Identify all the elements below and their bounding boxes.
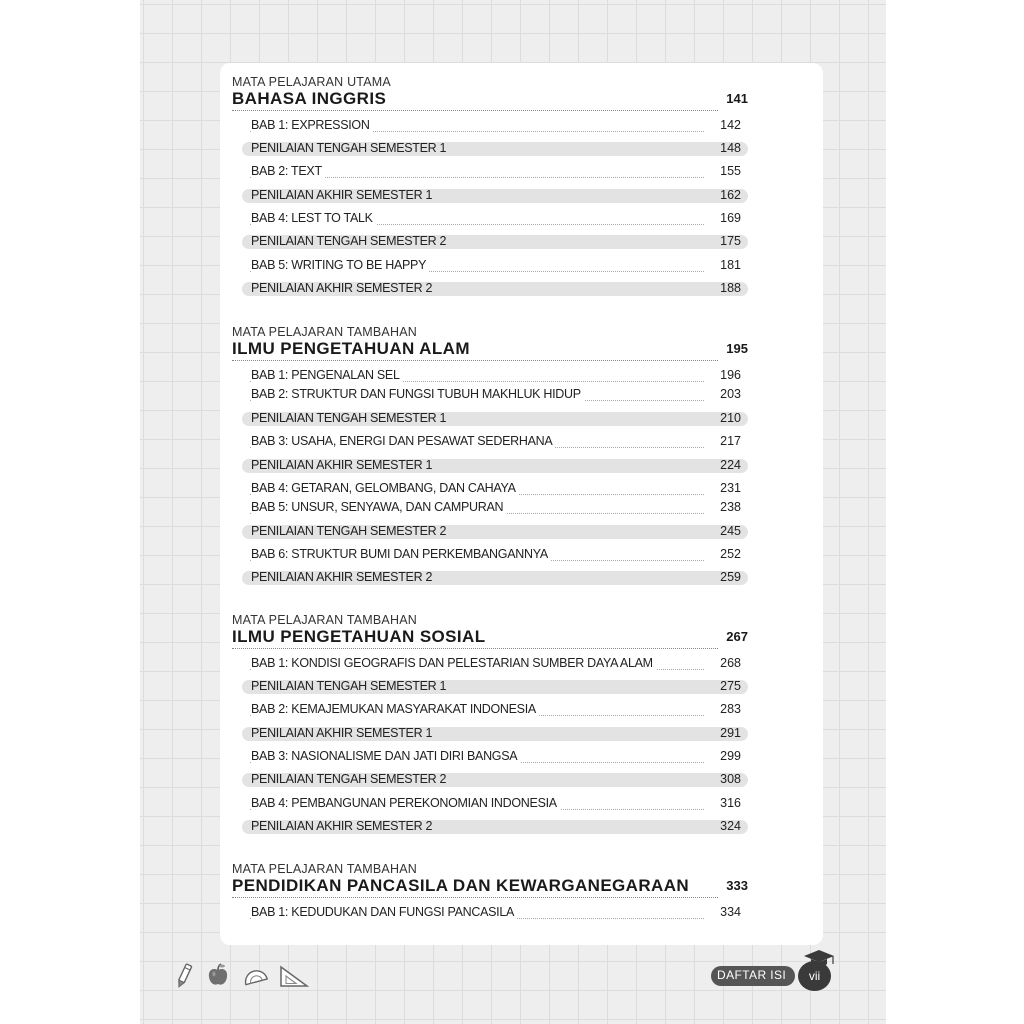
section-heading[interactable] xyxy=(232,876,748,902)
entry-label: BAB 5: UNSUR, SENYAWA, DAN CAMPURAN xyxy=(251,499,506,516)
section-title: ILMU PENGETAHUAN SOSIAL xyxy=(232,627,490,647)
table-of-contents xyxy=(220,63,823,945)
footer-label: DAFTAR ISI xyxy=(717,968,787,982)
entry-label: BAB 1: EXPRESSION xyxy=(251,117,373,134)
toc-entry[interactable] xyxy=(242,165,748,179)
toc-entry[interactable] xyxy=(242,459,748,473)
toc-entry[interactable] xyxy=(242,797,748,811)
toc-entry[interactable] xyxy=(242,482,748,496)
section-heading[interactable] xyxy=(232,627,748,653)
section-page-number: 267 xyxy=(726,629,748,644)
entry-page-number: 203 xyxy=(720,387,741,401)
entry-page-number: 334 xyxy=(720,905,741,919)
entry-page-number: 308 xyxy=(720,772,741,786)
entry-page-number: 252 xyxy=(720,547,741,561)
toc-entry[interactable] xyxy=(242,282,748,296)
entry-label: BAB 1: KONDISI GEOGRAFIS DAN PELESTARIAN SUMBER DAYA ALAM xyxy=(251,655,656,672)
section-title: BAHASA INGGRIS xyxy=(232,89,390,109)
dot-leader xyxy=(232,648,718,649)
toc-entry[interactable] xyxy=(242,571,748,585)
entry-page-number: 316 xyxy=(720,796,741,810)
entry-label: BAB 6: STRUKTUR BUMI DAN PERKEMBANGANNYA xyxy=(251,546,551,563)
entry-label: PENILAIAN TENGAH SEMESTER 2 xyxy=(251,524,447,538)
entry-label: BAB 3: NASIONALISME DAN JATI DIRI BANGSA xyxy=(251,748,520,765)
entry-label: BAB 1: KEDUDUKAN DAN FUNGSI PANCASILA xyxy=(251,904,517,921)
toc-entry[interactable] xyxy=(242,727,748,741)
set-square-icon xyxy=(278,964,310,990)
toc-entry[interactable] xyxy=(242,189,748,203)
entry-label: PENILAIAN TENGAH SEMESTER 2 xyxy=(251,234,447,248)
entry-page-number: 259 xyxy=(720,570,741,584)
toc-entry[interactable] xyxy=(242,119,748,133)
entry-page-number: 210 xyxy=(720,411,741,425)
entry-label: PENILAIAN AKHIR SEMESTER 2 xyxy=(251,281,433,295)
section-kicker: MATA PELAJARAN UTAMA xyxy=(232,75,391,89)
entry-page-number: 299 xyxy=(720,749,741,763)
toc-entry[interactable] xyxy=(242,657,748,671)
dot-leader xyxy=(232,897,718,898)
entry-page-number: 245 xyxy=(720,524,741,538)
dot-leader xyxy=(232,360,718,361)
entry-label: PENILAIAN TENGAH SEMESTER 2 xyxy=(251,772,447,786)
entry-label: BAB 2: TEXT xyxy=(251,163,325,180)
entry-label: PENILAIAN AKHIR SEMESTER 2 xyxy=(251,819,433,833)
entry-page-number: 169 xyxy=(720,211,741,225)
entry-page-number: 283 xyxy=(720,702,741,716)
toc-entry[interactable] xyxy=(242,525,748,539)
toc-entry[interactable] xyxy=(242,750,748,764)
entry-page-number: 238 xyxy=(720,500,741,514)
dot-leader xyxy=(232,110,718,111)
section-page-number: 195 xyxy=(726,341,748,356)
entry-page-number: 175 xyxy=(720,234,741,248)
toc-entry[interactable] xyxy=(242,703,748,717)
entry-page-number: 231 xyxy=(720,481,741,495)
toc-entry[interactable] xyxy=(242,259,748,273)
footer-section-badge xyxy=(711,966,795,986)
section-title: PENDIDIKAN PANCASILA DAN KEWARGANEGARAAN xyxy=(232,876,693,896)
entry-page-number: 148 xyxy=(720,141,741,155)
entry-page-number: 188 xyxy=(720,281,741,295)
section-kicker: MATA PELAJARAN TAMBAHAN xyxy=(232,613,417,627)
entry-page-number: 196 xyxy=(720,368,741,382)
section-heading[interactable] xyxy=(232,339,748,365)
toc-entry[interactable] xyxy=(242,212,748,226)
entry-label: BAB 4: GETARAN, GELOMBANG, DAN CAHAYA xyxy=(251,480,519,497)
entry-page-number: 162 xyxy=(720,188,741,202)
toc-entry[interactable] xyxy=(242,548,748,562)
entry-label: PENILAIAN AKHIR SEMESTER 2 xyxy=(251,570,433,584)
entry-label: PENILAIAN AKHIR SEMESTER 1 xyxy=(251,458,433,472)
entry-label: PENILAIAN AKHIR SEMESTER 1 xyxy=(251,726,433,740)
toc-entry[interactable] xyxy=(242,435,748,449)
toc-entry[interactable] xyxy=(242,773,748,787)
entry-label: PENILAIAN TENGAH SEMESTER 1 xyxy=(251,141,447,155)
entry-label: BAB 4: LEST TO TALK xyxy=(251,210,376,227)
section-title: ILMU PENGETAHUAN ALAM xyxy=(232,339,474,359)
apple-icon xyxy=(206,962,230,988)
entry-label: PENILAIAN AKHIR SEMESTER 1 xyxy=(251,188,433,202)
entry-page-number: 142 xyxy=(720,118,741,132)
entry-label: BAB 4: PEMBANGUNAN PEREKONOMIAN INDONESIA xyxy=(251,795,560,812)
toc-entry[interactable] xyxy=(242,369,748,383)
graduation-cap-icon xyxy=(802,948,836,968)
section-kicker: MATA PELAJARAN TAMBAHAN xyxy=(232,862,417,876)
entry-page-number: 275 xyxy=(720,679,741,693)
entry-page-number: 217 xyxy=(720,434,741,448)
section-page-number: 333 xyxy=(726,878,748,893)
entry-label: BAB 3: USAHA, ENERGI DAN PESAWAT SEDERHANA xyxy=(251,433,555,450)
entry-label: BAB 2: KEMAJEMUKAN MASYARAKAT INDONESIA xyxy=(251,701,539,718)
toc-entry[interactable] xyxy=(242,412,748,426)
toc-entry[interactable] xyxy=(242,235,748,249)
toc-entry[interactable] xyxy=(242,501,748,515)
toc-entry[interactable] xyxy=(242,142,748,156)
section-kicker: MATA PELAJARAN TAMBAHAN xyxy=(232,325,417,339)
entry-label: PENILAIAN TENGAH SEMESTER 1 xyxy=(251,411,447,425)
entry-label: PENILAIAN TENGAH SEMESTER 1 xyxy=(251,679,447,693)
protractor-icon xyxy=(242,964,268,988)
toc-entry[interactable] xyxy=(242,820,748,834)
section-page-number: 141 xyxy=(726,91,748,106)
entry-label: BAB 1: PENGENALAN SEL xyxy=(251,367,403,384)
toc-entry[interactable] xyxy=(242,388,748,402)
entry-label: BAB 2: STRUKTUR DAN FUNGSI TUBUH MAKHLUK HIDUP xyxy=(251,386,584,403)
entry-page-number: 181 xyxy=(720,258,741,272)
entry-page-number: 268 xyxy=(720,656,741,670)
pencil-icon xyxy=(173,962,195,990)
entry-page-number: 224 xyxy=(720,458,741,472)
page-number: vii xyxy=(808,969,821,983)
section-heading[interactable] xyxy=(232,89,748,115)
entry-page-number: 291 xyxy=(720,726,741,740)
entry-label: BAB 5: WRITING TO BE HAPPY xyxy=(251,257,429,274)
entry-page-number: 324 xyxy=(720,819,741,833)
entry-page-number: 155 xyxy=(720,164,741,178)
toc-entry[interactable] xyxy=(242,906,748,920)
toc-entry[interactable] xyxy=(242,680,748,694)
